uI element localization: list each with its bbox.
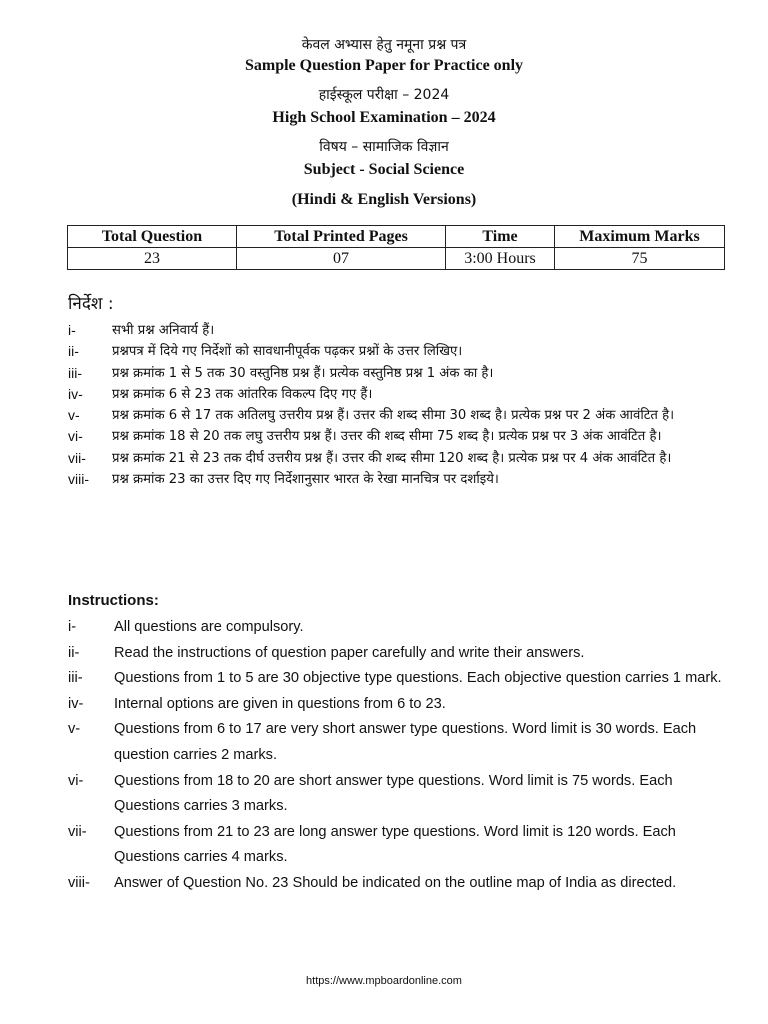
hindi-instructions	[68, 292, 728, 490]
item-text: Questions from 18 to 20 are short answer type questions. Word limit is 75 words. Each Questions carries 3 marks.	[114, 772, 673, 815]
item-number: iv-	[68, 385, 83, 402]
versions-note: (Hindi & English Versions)	[291, 191, 477, 208]
item-number: viii-	[68, 471, 89, 488]
item-text: Read the instructions of question paper carefully and write their answers.	[114, 644, 585, 661]
english-practice-note: Sample Question Paper for Practice only	[244, 57, 524, 74]
list-item	[68, 426, 728, 447]
value-total-question: 23	[68, 248, 237, 270]
hindi-subject: विषय – सामाजिक विज्ञान	[319, 139, 449, 155]
list-item	[68, 820, 728, 871]
english-instructions	[68, 589, 728, 897]
table-header-row	[68, 226, 725, 248]
item-number: iii-	[68, 670, 83, 687]
english-instructions-title: Instructions:	[68, 592, 159, 609]
item-number: vi-	[68, 772, 84, 789]
list-item	[68, 363, 728, 384]
header-total-question: Total Question	[68, 226, 237, 248]
hindi-instructions-title: निर्देश :	[68, 294, 114, 314]
header-maximum-marks: Maximum Marks	[555, 226, 725, 248]
paper-header	[0, 36, 768, 210]
item-text: Questions from 21 to 23 are long answer type questions. Word limit is 120 words. Each Questions carries 4 marks.	[114, 823, 676, 866]
list-item	[68, 666, 728, 692]
value-total-pages: 07	[237, 248, 446, 270]
item-number: ii-	[68, 343, 79, 360]
hindi-practice-note: केवल अभ्यास हेतु नमूना प्रश्न पत्र	[301, 37, 467, 53]
list-item	[68, 769, 728, 820]
list-item	[68, 469, 728, 490]
item-number: vii-	[68, 823, 87, 840]
item-number: iii-	[68, 364, 82, 381]
value-time: 3:00 Hours	[446, 248, 555, 270]
list-item	[68, 641, 728, 667]
exam-info-table	[67, 225, 725, 270]
list-item	[68, 384, 728, 405]
item-text: प्रश्न क्रमांक 1 से 5 तक 30 वस्तुनिष्ठ प्रश्न हैं। प्रत्येक वस्तुनिष्ठ प्रश्न 1 अंक का है।	[112, 365, 494, 381]
list-item	[68, 692, 728, 718]
item-text: प्रश्न क्रमांक 21 से 23 तक दीर्घ उत्तरीय प्रश्न हैं। उत्तर की शब्द सीमा 120 शब्द है। प्रत्येक प्रश्न पर 4 अंक आवंटित है।	[112, 450, 672, 466]
hindi-exam-title: हाईस्कूल परीक्षा – 2024	[318, 87, 450, 103]
list-item	[68, 341, 728, 362]
header-total-pages: Total Printed Pages	[237, 226, 446, 248]
item-text: प्रश्नपत्र में दिये गए निर्देशों को सावधानीपूर्वक पढ़कर प्रश्नों के उत्तर लिखिए।	[112, 344, 463, 360]
item-number: ii-	[68, 644, 80, 661]
item-text: Questions from 1 to 5 are 30 objective type questions. Each objective question carries 1 mark.	[114, 670, 722, 687]
english-subject: Subject - Social Science	[303, 161, 465, 178]
list-item	[68, 615, 728, 641]
item-text: Answer of Question No. 23 Should be indicated on the outline map of India as directed.	[114, 874, 677, 891]
item-text: प्रश्न क्रमांक 6 से 23 तक आंतरिक विकल्प दिए गए हैं।	[112, 386, 373, 402]
list-item	[68, 320, 728, 341]
item-number: v-	[68, 407, 80, 424]
value-maximum-marks: 75	[555, 248, 725, 270]
list-item	[68, 448, 728, 469]
item-number: vi-	[68, 428, 83, 445]
item-number: i-	[68, 619, 77, 635]
list-item	[68, 405, 728, 426]
item-text: All questions are compulsory.	[114, 619, 304, 635]
table-value-row	[68, 248, 725, 270]
item-number: v-	[68, 721, 81, 738]
item-number: viii-	[68, 874, 90, 891]
item-text: सभी प्रश्न अनिवार्य हैं।	[112, 323, 215, 338]
list-item	[68, 871, 728, 897]
item-text: Internal options are given in questions from 6 to 23.	[114, 695, 446, 712]
header-time: Time	[446, 226, 555, 248]
item-number: iv-	[68, 695, 84, 712]
item-text: प्रश्न क्रमांक 18 से 20 तक लघु उत्तरीय प्रश्न हैं। उत्तर की शब्द सीमा 75 शब्द है। प्रत्येक प्रश्न पर 3 अंक आवंटित है।	[112, 429, 662, 445]
footer-url[interactable]: https://www.mpboardonline.com	[306, 975, 462, 987]
item-text: प्रश्न क्रमांक 23 का उत्तर दिए गए निर्देशानुसार भारत के रेखा मानचित्र पर दर्शाइये।	[112, 472, 499, 488]
list-item	[68, 717, 728, 768]
item-text: Questions from 6 to 17 are very short answer type questions. Word limit is 30 words. Each question carries 2 marks.	[114, 721, 697, 763]
english-exam-title: High School Examination – 2024	[272, 109, 496, 126]
item-number: vii-	[68, 449, 86, 466]
item-number: i-	[68, 322, 76, 338]
item-text: प्रश्न क्रमांक 6 से 17 तक अतिलघु उत्तरीय प्रश्न हैं। उत्तर की शब्द सीमा 30 शब्द है। प्रत्येक प्रश्न पर 2 अंक आवंटित है।	[112, 408, 675, 424]
